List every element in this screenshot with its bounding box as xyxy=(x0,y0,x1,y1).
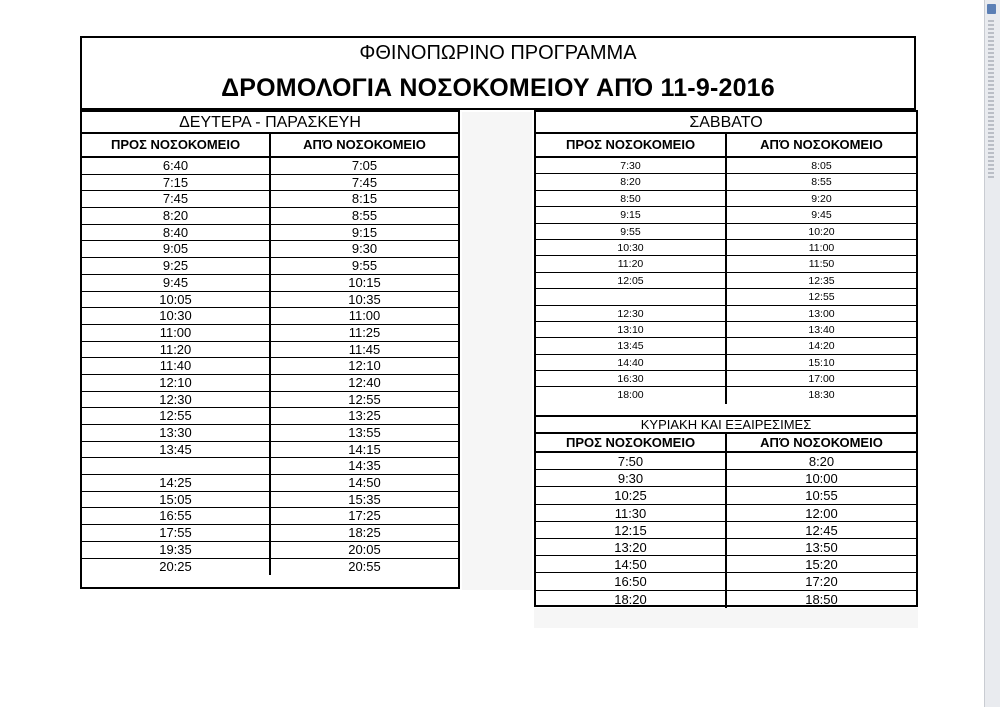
from-hospital-time: 8:55 xyxy=(351,208,378,224)
to-hospital-time: 6:40 xyxy=(82,158,271,174)
table-row xyxy=(536,355,916,371)
table-row xyxy=(536,591,916,608)
to-hospital-time: 13:45 xyxy=(536,338,727,353)
table-row xyxy=(536,573,916,590)
to-hospital-time: 18:20 xyxy=(536,591,727,608)
from-hospital-time: 9:15 xyxy=(351,224,378,240)
weekday-schedule-table xyxy=(80,110,460,589)
table-row xyxy=(82,292,458,309)
to-hospital-time: 13:45 xyxy=(82,442,271,458)
from-hospital-time: 8:15 xyxy=(351,191,378,207)
from-hospital-time: 11:50 xyxy=(808,258,835,271)
table-row xyxy=(82,175,458,192)
table-row xyxy=(536,487,916,504)
to-hospital-time: 8:40 xyxy=(82,225,271,241)
table-row xyxy=(82,542,458,559)
to-hospital-time: 9:05 xyxy=(82,241,271,257)
table-row xyxy=(82,475,458,492)
weekday-title: ΔΕΥΤΕΡΑ - ΠΑΡΑΣΚΕΥΗ xyxy=(82,112,458,134)
weekday-column-headers xyxy=(82,134,458,158)
to-hospital-time: 8:20 xyxy=(536,174,727,189)
from-hospital-time: 10:00 xyxy=(805,471,838,487)
column-header-from-hospital: ΑΠΌ ΝΟΣΟΚΟΜΕΙΟ xyxy=(760,435,883,450)
from-hospital-time: 15:35 xyxy=(348,491,381,507)
from-hospital-time: 11:45 xyxy=(348,341,381,357)
column-header-from-hospital: ΑΠΌ ΝΟΣΟΚΟΜΕΙΟ xyxy=(303,137,426,152)
from-hospital-time: 10:55 xyxy=(805,488,838,504)
to-hospital-time: 9:30 xyxy=(536,470,727,486)
to-hospital-time: 13:30 xyxy=(82,425,271,441)
table-row xyxy=(536,371,916,387)
from-hospital-time: 12:45 xyxy=(805,522,838,538)
table-row xyxy=(536,470,916,487)
table-row xyxy=(82,508,458,525)
to-hospital-time: 18:00 xyxy=(536,387,727,403)
to-hospital-time: 14:40 xyxy=(536,355,727,370)
table-row xyxy=(82,342,458,359)
table-row xyxy=(536,539,916,556)
to-hospital-time: 7:30 xyxy=(536,158,727,173)
season-title: ΦΘΙΝΟΠΩΡΙΝΟ ΠΡΟΓΡΑΜΜΑ xyxy=(359,42,637,64)
to-hospital-time: 15:05 xyxy=(82,492,271,508)
from-hospital-time: 9:45 xyxy=(811,209,832,222)
table-row xyxy=(536,207,916,223)
column-header-to-hospital: ΠΡΟΣ ΝΟΣΟΚΟΜΕΙΟ xyxy=(536,434,727,451)
table-row xyxy=(82,225,458,242)
table-row xyxy=(82,559,458,576)
from-hospital-time: 14:35 xyxy=(348,458,381,474)
table-row xyxy=(536,505,916,522)
from-hospital-time: 12:40 xyxy=(348,374,381,390)
table-row xyxy=(536,522,916,539)
from-hospital-time: 10:15 xyxy=(348,274,381,290)
side-panel-text xyxy=(988,20,994,180)
to-hospital-time: 7:15 xyxy=(82,175,271,191)
to-hospital-time: 10:30 xyxy=(536,240,727,255)
to-hospital-time: 12:55 xyxy=(82,408,271,424)
table-row xyxy=(82,458,458,475)
saturday-title: ΣΑΒΒΑΤΟ xyxy=(536,112,916,134)
sunday-rows xyxy=(536,453,916,608)
saturday-rows xyxy=(536,158,916,404)
to-hospital-time: 9:45 xyxy=(82,275,271,291)
table-row xyxy=(82,358,458,375)
to-hospital-time xyxy=(536,289,727,304)
schedule-header xyxy=(80,36,916,110)
from-hospital-time: 17:20 xyxy=(805,574,838,590)
table-row xyxy=(536,174,916,190)
table-row xyxy=(82,208,458,225)
from-hospital-time: 8:20 xyxy=(808,454,835,469)
from-hospital-time: 10:35 xyxy=(348,291,381,307)
from-hospital-time: 8:55 xyxy=(811,176,832,189)
from-hospital-time: 11:00 xyxy=(348,308,381,324)
from-hospital-time: 18:25 xyxy=(348,525,381,541)
from-hospital-time: 13:25 xyxy=(348,408,381,424)
to-hospital-time: 16:55 xyxy=(82,508,271,524)
to-hospital-time: 7:45 xyxy=(82,191,271,207)
to-hospital-time: 11:20 xyxy=(536,256,727,271)
from-hospital-time: 9:55 xyxy=(351,258,378,274)
to-hospital-time: 14:50 xyxy=(536,556,727,572)
to-hospital-time: 9:55 xyxy=(536,224,727,239)
from-hospital-time: 13:00 xyxy=(808,307,835,320)
table-row xyxy=(82,191,458,208)
from-hospital-time: 18:50 xyxy=(805,591,838,607)
to-hospital-time: 11:00 xyxy=(82,325,271,341)
to-hospital-time: 12:15 xyxy=(536,522,727,538)
table-row xyxy=(82,258,458,275)
table-row xyxy=(536,338,916,354)
table-row xyxy=(82,492,458,509)
to-hospital-time: 17:55 xyxy=(82,525,271,541)
sunday-holiday-schedule-table xyxy=(534,415,918,607)
table-row xyxy=(82,275,458,292)
to-hospital-time: 12:05 xyxy=(536,273,727,288)
column-header-to-hospital: ΠΡΟΣ ΝΟΣΟΚΟΜΕΙΟ xyxy=(82,134,271,156)
from-hospital-time: 17:00 xyxy=(808,373,835,386)
table-row xyxy=(82,241,458,258)
saturday-column-headers xyxy=(536,134,916,158)
from-hospital-time: 9:30 xyxy=(351,241,378,257)
from-hospital-time: 14:20 xyxy=(808,340,835,353)
to-hospital-time: 20:25 xyxy=(82,559,271,576)
column-header-to-hospital: ΠΡΟΣ ΝΟΣΟΚΟΜΕΙΟ xyxy=(536,134,727,156)
to-hospital-time: 9:15 xyxy=(536,207,727,222)
from-hospital-time: 12:55 xyxy=(348,391,381,407)
document-icon xyxy=(987,4,996,14)
table-row xyxy=(82,525,458,542)
from-hospital-time: 20:05 xyxy=(348,541,381,557)
table-row xyxy=(82,408,458,425)
from-hospital-time: 11:25 xyxy=(348,324,381,340)
column-header-from-hospital: ΑΠΌ ΝΟΣΟΚΟΜΕΙΟ xyxy=(760,137,883,152)
sunday-title: ΚΥΡΙΑΚΗ ΚΑΙ ΕΞΑΙΡΕΣΙΜΕΣ xyxy=(536,415,916,434)
to-hospital-time: 14:25 xyxy=(82,475,271,491)
to-hospital-time: 9:25 xyxy=(82,258,271,274)
table-row xyxy=(536,387,916,403)
saturday-schedule-table xyxy=(534,110,918,417)
page-title: ΔΡΟΜΟΛΟΓΙΑ ΝΟΣΟΚΟΜΕΙΟΥ ΑΠΌ 11-9-2016 xyxy=(221,74,775,102)
to-hospital-time: 7:50 xyxy=(536,453,727,469)
to-hospital-time: 13:10 xyxy=(536,322,727,337)
table-row xyxy=(82,375,458,392)
from-hospital-time: 12:10 xyxy=(348,358,381,374)
ghost-row-bottom xyxy=(534,608,918,628)
table-row xyxy=(536,289,916,305)
table-row xyxy=(82,158,458,175)
sunday-column-headers xyxy=(536,434,916,453)
from-hospital-time: 12:00 xyxy=(805,505,838,521)
table-row xyxy=(82,442,458,459)
to-hospital-time: 8:50 xyxy=(536,191,727,206)
to-hospital-time: 12:30 xyxy=(82,392,271,408)
from-hospital-time: 14:15 xyxy=(348,441,381,457)
table-row xyxy=(82,392,458,409)
from-hospital-time: 13:50 xyxy=(805,539,838,555)
to-hospital-time: 19:35 xyxy=(82,542,271,558)
from-hospital-time: 7:45 xyxy=(351,174,378,190)
table-row xyxy=(536,322,916,338)
to-hospital-time: 11:30 xyxy=(536,505,727,521)
to-hospital-time: 13:20 xyxy=(536,539,727,555)
to-hospital-time: 16:50 xyxy=(536,573,727,589)
from-hospital-time: 11:00 xyxy=(808,241,835,254)
to-hospital-time: 10:05 xyxy=(82,292,271,308)
to-hospital-time: 16:30 xyxy=(536,371,727,386)
from-hospital-time: 9:20 xyxy=(811,192,832,205)
from-hospital-time: 12:35 xyxy=(808,274,835,287)
from-hospital-time: 15:10 xyxy=(808,356,835,369)
to-hospital-time: 10:30 xyxy=(82,308,271,324)
from-hospital-time: 8:05 xyxy=(811,160,832,172)
from-hospital-time: 20:55 xyxy=(348,558,381,574)
from-hospital-time: 13:40 xyxy=(808,323,835,336)
to-hospital-time: 11:20 xyxy=(82,342,271,358)
table-row xyxy=(536,306,916,322)
to-hospital-time: 10:25 xyxy=(536,487,727,503)
from-hospital-time: 13:55 xyxy=(348,425,381,440)
from-hospital-time: 17:25 xyxy=(348,508,381,524)
from-hospital-time: 12:55 xyxy=(808,291,835,304)
to-hospital-time: 12:10 xyxy=(82,375,271,391)
ghost-column-middle xyxy=(462,112,532,590)
table-row xyxy=(536,556,916,573)
from-hospital-time: 10:20 xyxy=(808,225,835,238)
table-row xyxy=(536,273,916,289)
table-row xyxy=(536,158,916,174)
from-hospital-time: 18:30 xyxy=(808,389,835,402)
from-hospital-time: 15:20 xyxy=(805,557,838,573)
table-row xyxy=(536,256,916,272)
from-hospital-time: 7:05 xyxy=(351,158,378,173)
table-row xyxy=(536,240,916,256)
table-row xyxy=(82,308,458,325)
weekday-rows xyxy=(82,158,458,575)
to-hospital-time xyxy=(82,458,271,474)
table-row xyxy=(82,425,458,442)
from-hospital-time: 14:50 xyxy=(348,475,381,491)
table-row xyxy=(536,224,916,240)
to-hospital-time: 8:20 xyxy=(82,208,271,224)
to-hospital-time: 12:30 xyxy=(536,306,727,321)
to-hospital-time: 11:40 xyxy=(82,358,271,374)
table-row xyxy=(82,325,458,342)
table-row xyxy=(536,191,916,207)
table-row xyxy=(536,453,916,470)
